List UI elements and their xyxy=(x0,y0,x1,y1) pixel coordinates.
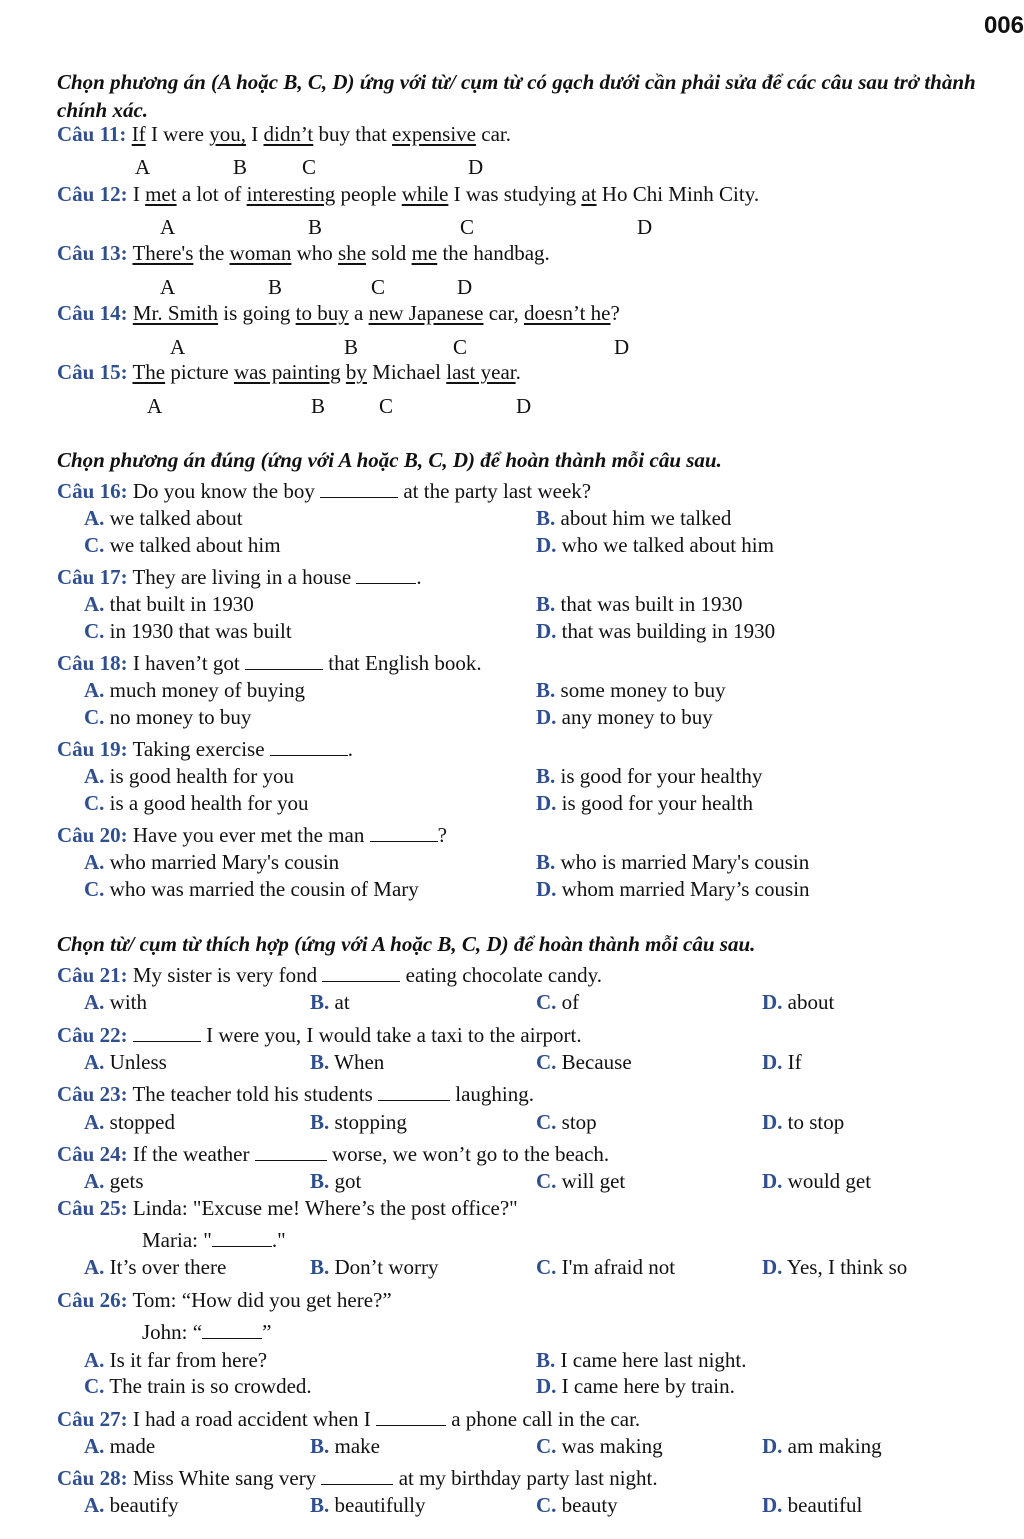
option-a[interactable]: A. made xyxy=(84,1434,156,1458)
option-a[interactable]: A. who married Mary's cousin xyxy=(84,850,340,874)
letter-d: D xyxy=(516,394,532,418)
question-27: Câu 27: I had a road accident when I a phone call in the car. xyxy=(57,1407,641,1431)
option-d[interactable]: D. Yes, I think so xyxy=(762,1255,908,1279)
option-a[interactable]: A. is good health for you xyxy=(84,764,294,788)
question-25-reply: Maria: " ." xyxy=(142,1228,286,1252)
option-c[interactable]: C. stop xyxy=(536,1110,597,1134)
option-a[interactable]: A. we talked about xyxy=(84,506,243,530)
option-b[interactable]: B. is good for your healthy xyxy=(536,764,763,788)
option-a[interactable]: A. stopped xyxy=(84,1110,175,1134)
option-c[interactable]: C. we talked about him xyxy=(84,533,281,557)
option-a[interactable]: A. that built in 1930 xyxy=(84,592,254,616)
question-13: Câu 13: There's the woman who she sold me the handbag. xyxy=(57,241,550,265)
letter-b: B xyxy=(268,275,283,299)
question-20: Câu 20: Have you ever met the man ? xyxy=(57,823,447,847)
question-11: Câu 11: If I were you, I didn’t buy that expensive car. xyxy=(57,122,511,146)
question-22: Câu 22: I were you, I would take a taxi to the airport. xyxy=(57,1023,582,1047)
letter-c: C xyxy=(460,215,475,239)
option-a[interactable]: A. gets xyxy=(84,1169,144,1193)
option-d[interactable]: D. am making xyxy=(762,1434,882,1458)
option-c[interactable]: C. was making xyxy=(536,1434,663,1458)
option-c[interactable]: C. The train is so crowded. xyxy=(84,1374,312,1398)
option-b[interactable]: B. about him we talked xyxy=(536,506,732,530)
section2-instruction: Chọn phương án đúng (ứng với A hoặc B, C, D) để hoàn thành mỗi câu sau. xyxy=(57,448,722,472)
option-d[interactable]: D. If xyxy=(762,1050,802,1074)
question-17: Câu 17: They are living in a house . xyxy=(57,565,422,589)
letter-a: A xyxy=(135,155,151,179)
letter-a: A xyxy=(170,335,186,359)
option-b[interactable]: B. that was built in 1930 xyxy=(536,592,743,616)
option-d[interactable]: D. beautiful xyxy=(762,1493,863,1517)
option-a[interactable]: A. with xyxy=(84,990,148,1014)
option-c[interactable]: C. in 1930 that was built xyxy=(84,619,292,643)
question-18: Câu 18: I haven’t got that English book. xyxy=(57,651,482,675)
question-26: Câu 26: Tom: “How did you get here?” xyxy=(57,1288,392,1312)
section3-instruction: Chọn từ/ cụm từ thích hợp (ứng với A hoặc B, C, D) để hoàn thành mỗi câu sau. xyxy=(57,932,756,956)
option-b[interactable]: B. When xyxy=(310,1050,385,1074)
option-c[interactable]: C. of xyxy=(536,990,580,1014)
option-a[interactable]: A. Unless xyxy=(84,1050,167,1074)
letter-c: C xyxy=(371,275,386,299)
section1-instruction: Chọn phương án (A hoặc B, C, D) ứng với từ/ cụm từ có gạch dưới cần phải sửa để các câu sau trở thành chính xác. xyxy=(57,70,976,122)
option-b[interactable]: B. beautifully xyxy=(310,1493,426,1517)
letter-a: A xyxy=(160,215,176,239)
option-b[interactable]: B. got xyxy=(310,1169,362,1193)
option-d[interactable]: D. about xyxy=(762,990,835,1014)
option-c[interactable]: C. no money to buy xyxy=(84,705,252,729)
option-c[interactable]: C. Because xyxy=(536,1050,632,1074)
option-d[interactable]: D. who we talked about him xyxy=(536,533,774,557)
letter-b: B xyxy=(311,394,326,418)
letter-d: D xyxy=(637,215,653,239)
option-d[interactable]: D. to stop xyxy=(762,1110,845,1134)
option-b[interactable]: B. who is married Mary's cousin xyxy=(536,850,810,874)
page-number: 006 xyxy=(983,12,1024,39)
letter-b: B xyxy=(308,215,323,239)
question-16: Câu 16: Do you know the boy at the party last week? xyxy=(57,479,592,503)
option-d[interactable]: D. any money to buy xyxy=(536,705,713,729)
option-b[interactable]: B. some money to buy xyxy=(536,678,726,702)
letter-c: C xyxy=(453,335,468,359)
option-c[interactable]: C. is a good health for you xyxy=(84,791,309,815)
letter-a: A xyxy=(147,394,163,418)
question-21: Câu 21: My sister is very fond eating chocolate candy. xyxy=(57,963,602,987)
option-d[interactable]: D. that was building in 1930 xyxy=(536,619,776,643)
option-a[interactable]: A. It’s over there xyxy=(84,1255,227,1279)
option-a[interactable]: A. beautify xyxy=(84,1493,179,1517)
letter-d: D xyxy=(468,155,484,179)
question-12: Câu 12: I met a lot of interesting people while I was studying at Ho Chi Minh City. xyxy=(57,182,760,206)
letter-d: D xyxy=(457,275,473,299)
option-a[interactable]: A. Is it far from here? xyxy=(84,1348,268,1372)
option-d[interactable]: D. whom married Mary’s cousin xyxy=(536,877,810,901)
letter-c: C xyxy=(379,394,394,418)
option-b[interactable]: B. make xyxy=(310,1434,380,1458)
question-28: Câu 28: Miss White sang very at my birthday party last night. xyxy=(57,1466,658,1490)
letter-b: B xyxy=(344,335,359,359)
letter-c: C xyxy=(302,155,317,179)
option-c[interactable]: C. beauty xyxy=(536,1493,618,1517)
option-b[interactable]: B. Don’t worry xyxy=(310,1255,439,1279)
option-a[interactable]: A. much money of buying xyxy=(84,678,306,702)
option-d[interactable]: D. is good for your health xyxy=(536,791,753,815)
letter-b: B xyxy=(233,155,248,179)
question-25: Câu 25: Linda: "Excuse me! Where’s the post office?" xyxy=(57,1196,518,1220)
option-c[interactable]: C. will get xyxy=(536,1169,626,1193)
question-19: Câu 19: Taking exercise . xyxy=(57,737,354,761)
question-23: Câu 23: The teacher told his students laughing. xyxy=(57,1082,534,1106)
option-d[interactable]: D. would get xyxy=(762,1169,872,1193)
option-d[interactable]: D. I came here by train. xyxy=(536,1374,735,1398)
question-14: Câu 14: Mr. Smith is going to buy a new Japanese car, doesn’t he? xyxy=(57,301,620,325)
letter-d: D xyxy=(614,335,630,359)
option-c[interactable]: C. I'm afraid not xyxy=(536,1255,676,1279)
option-b[interactable]: B. at xyxy=(310,990,350,1014)
question-24: Câu 24: If the weather worse, we won’t go to the beach. xyxy=(57,1142,610,1166)
option-b[interactable]: B. I came here last night. xyxy=(536,1348,747,1372)
option-c[interactable]: C. who was married the cousin of Mary xyxy=(84,877,419,901)
question-26-reply: John: “ ” xyxy=(142,1320,272,1344)
letter-a: A xyxy=(160,275,176,299)
question-15: Câu 15: The picture was painting by Michael last year. xyxy=(57,360,521,384)
option-b[interactable]: B. stopping xyxy=(310,1110,407,1134)
